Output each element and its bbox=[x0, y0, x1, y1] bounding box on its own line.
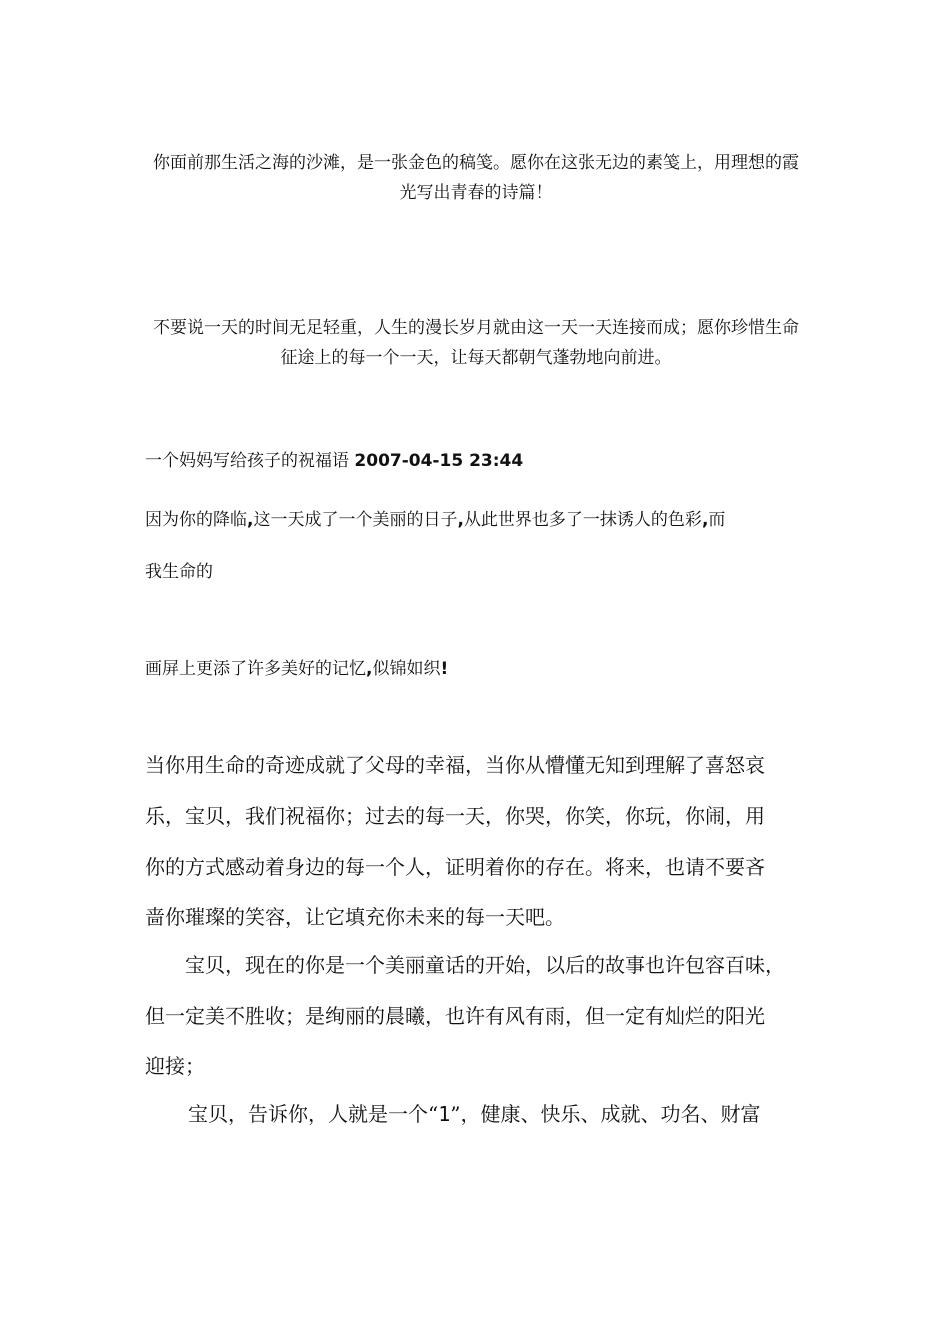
number-one: 1 bbox=[438, 1102, 451, 1126]
article-heading bbox=[145, 449, 523, 473]
body-line-5: 宝贝，现在的你是一个美丽童话的开始，以后的故事也许包容百味， bbox=[185, 953, 785, 977]
body-line-7: 迎接； bbox=[145, 1054, 205, 1078]
body-text: 宝贝，告诉你，人就是一个 bbox=[188, 1102, 428, 1126]
body-line-1: 当你用生命的奇迹成就了父母的幸福，当你从懵懂无知到理解了喜怒哀 bbox=[145, 753, 765, 777]
body-line-6: 但一定美不胜收；是绚丽的晨曦，也许有风有雨，但一定有灿烂的阳光 bbox=[145, 1004, 765, 1028]
intro-exclamation: ! bbox=[440, 659, 449, 679]
intro-comma: , bbox=[457, 510, 464, 530]
body-text: ，健康、快乐、成就、功名、财富 bbox=[460, 1102, 761, 1126]
open-quote: “ bbox=[428, 1102, 439, 1126]
intro-line-3 bbox=[145, 657, 448, 681]
article-datetime: 2007-04-15 23:44 bbox=[354, 451, 524, 471]
intro-line-1 bbox=[145, 508, 725, 532]
intro-text: 而 bbox=[708, 510, 726, 530]
intro-comma: , bbox=[247, 510, 254, 530]
intro-text: 这一天成了一个美丽的日子 bbox=[253, 510, 458, 530]
intro-text: 似锦如织 bbox=[372, 659, 441, 679]
intro-text: 从此世界也多了一抹诱人的色彩 bbox=[463, 510, 702, 530]
article-title: 一个妈妈写给孩子的祝福语 bbox=[145, 451, 355, 471]
intro-comma: , bbox=[701, 510, 709, 530]
blessing-paragraph-2: 不要说一天的时间无足轻重，人生的漫长岁月就由这一天一天连接而成；愿你珍惜生命征途上的每一个一天，让每天都朝气蓬勃地向前进。 bbox=[153, 318, 799, 368]
body-line-3: 你的方式感动着身边的每一个人，证明着你的存在。将来，也请不要吝 bbox=[145, 855, 765, 879]
body-line-2: 乐，宝贝，我们祝福你；过去的每一天，你哭，你笑，你玩，你闹，用 bbox=[145, 804, 765, 828]
intro-text: 因为你的降临 bbox=[145, 510, 247, 530]
body-line-4: 啬你璀璨的笑容，让它填充你未来的每一天吧。 bbox=[145, 905, 565, 929]
intro-text: 画屏上更添了许多美好的记忆 bbox=[145, 659, 366, 679]
blessing-paragraph-1: 你面前那生活之海的沙滩，是一张金色的稿笺。愿你在这张无边的素笺上，用理想的霞光写出青春的诗篇！ bbox=[153, 153, 799, 203]
intro-comma: , bbox=[366, 659, 373, 679]
body-line-8 bbox=[188, 1100, 761, 1128]
intro-line-2: 我生命的 bbox=[145, 562, 213, 582]
close-quote: ” bbox=[450, 1102, 461, 1126]
